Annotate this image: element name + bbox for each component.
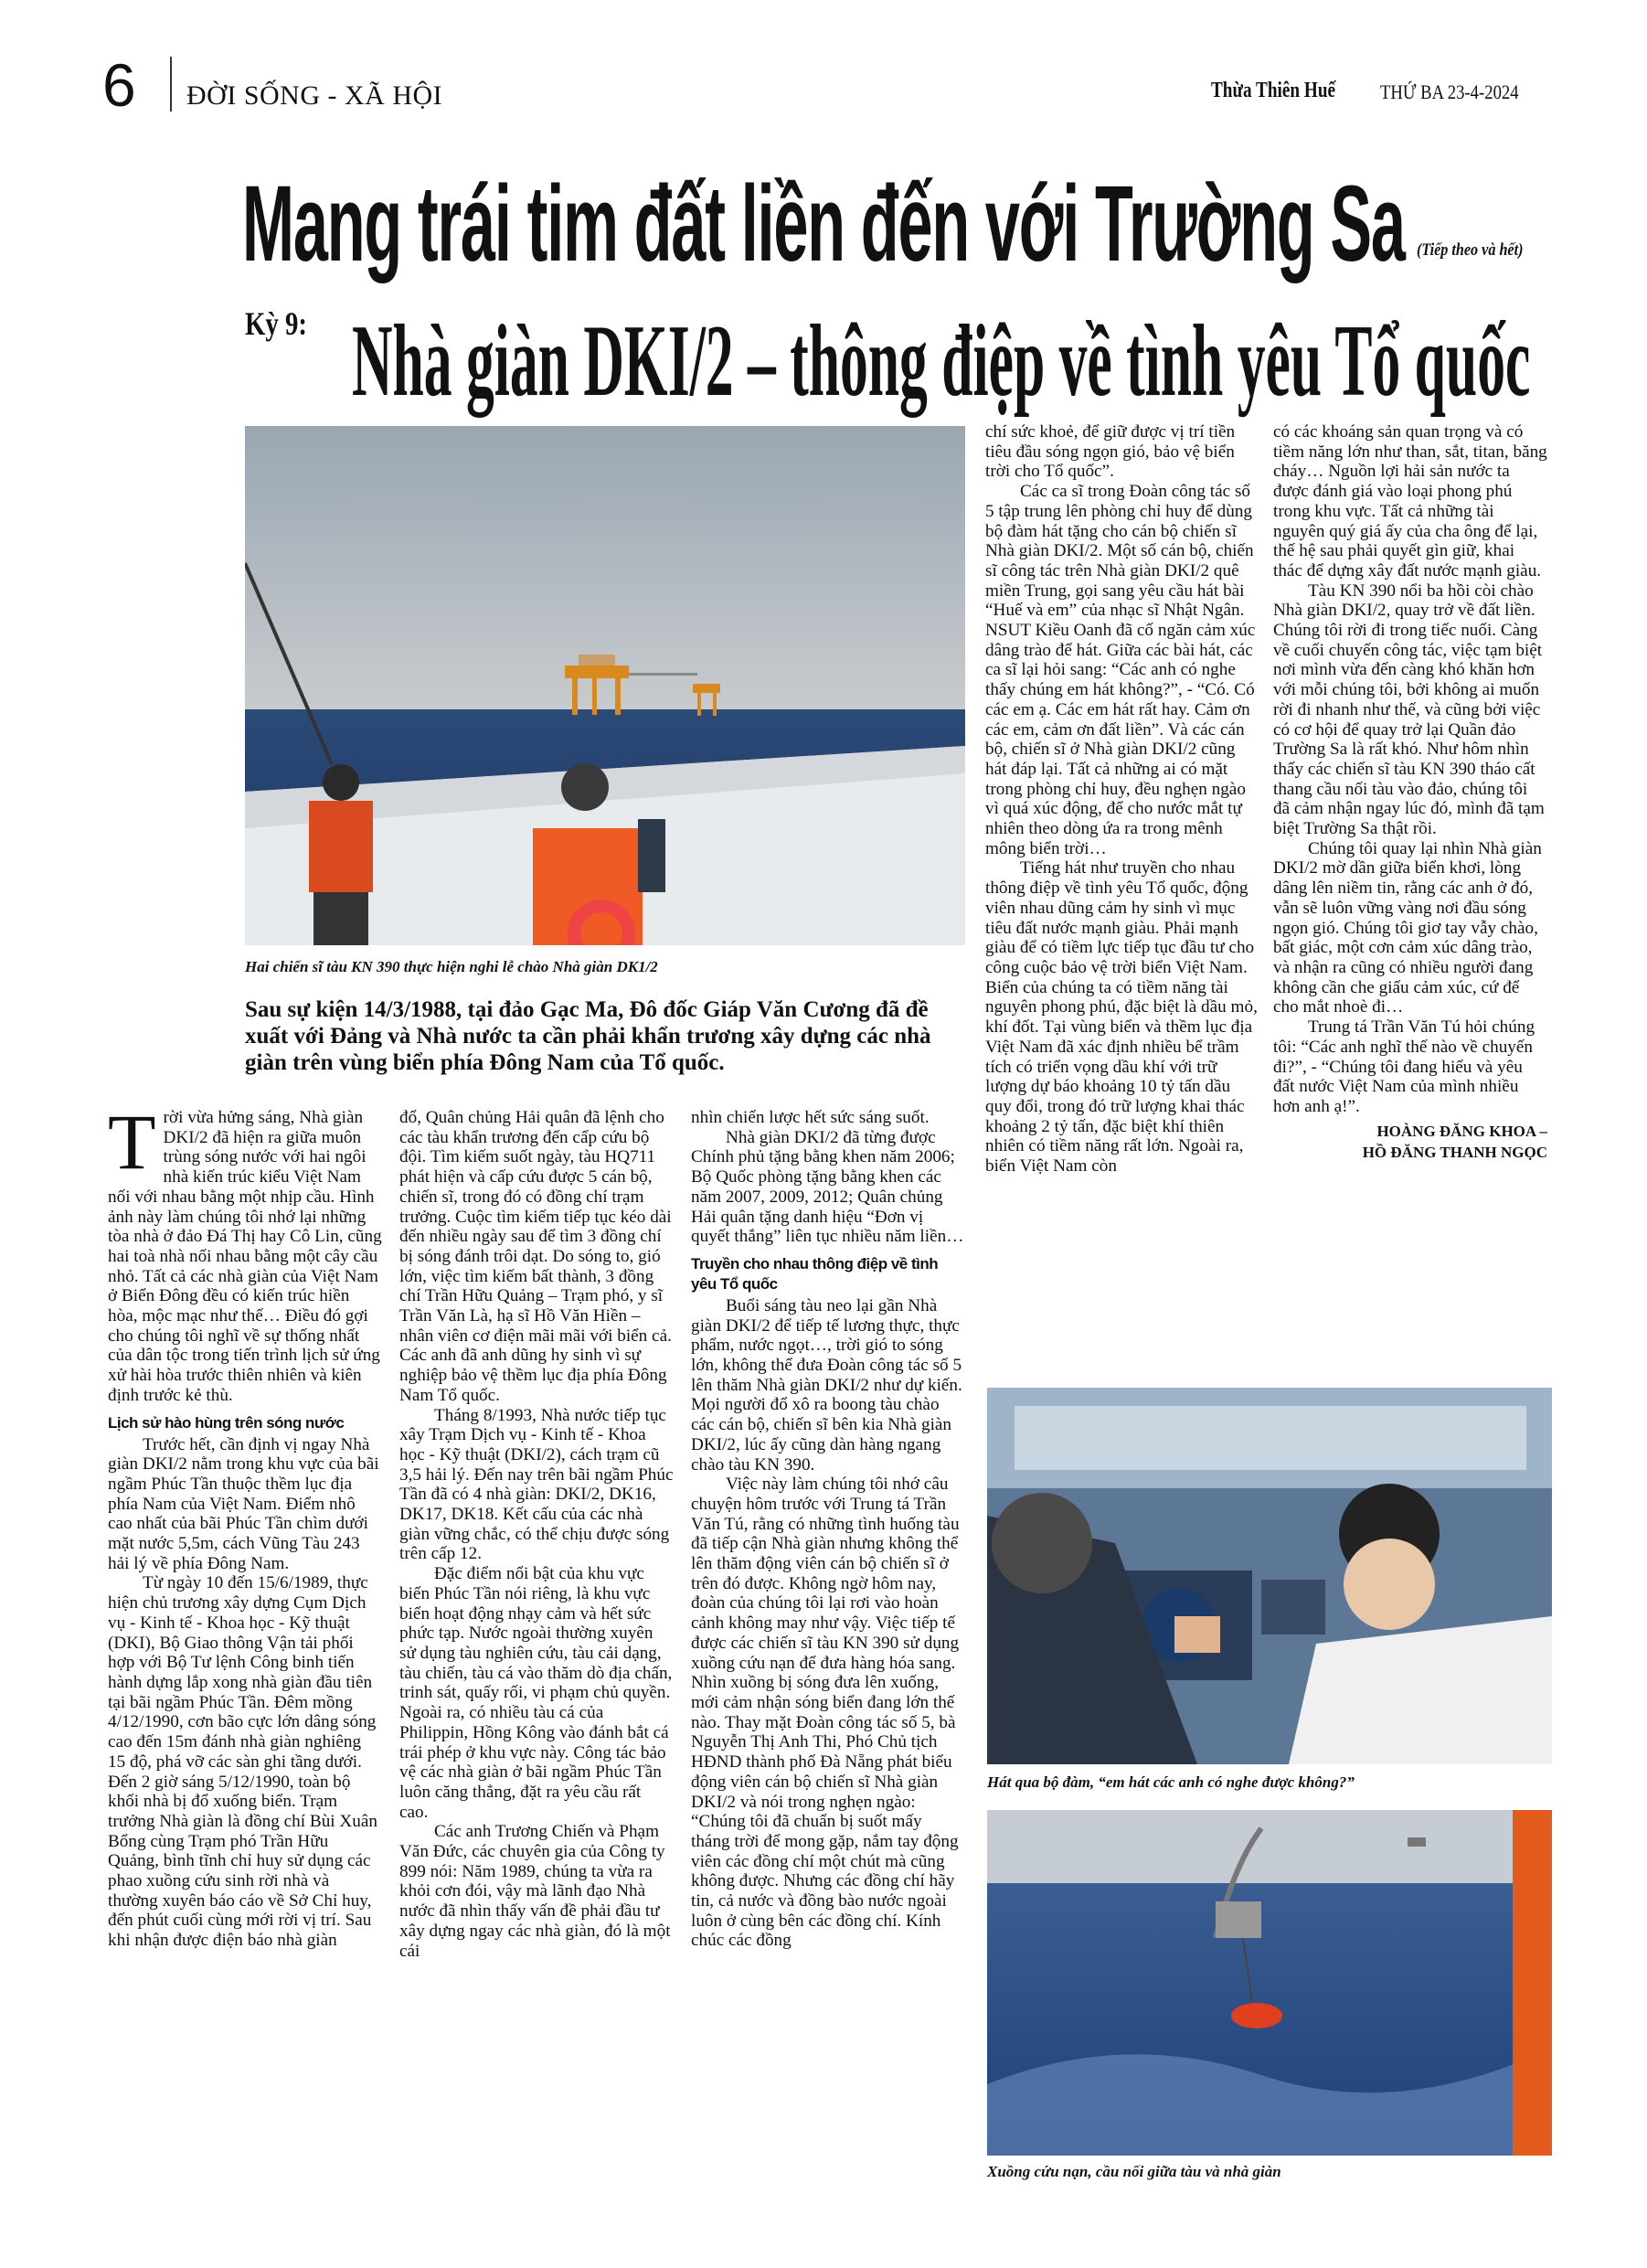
subheading: Lịch sử hào hùng trên sóng nước <box>108 1413 345 1432</box>
paragraph: Tàu KN 390 nổi ba hồi còi chào Nhà giàn DKI/2, quay trở về đất liền. Chúng tôi rời đi trong tiếc nuối. Càng về cuối chuyến công tác, việc tạm biệt nơi mình vừa đến càng khó khăn hơn với mỗi chúng tôi, bởi không ai muốn rời đi nhanh như thế, và cũng bởi việc có cơ hội để quay trở lại Quần đảo Trường Sa là rất khó. Như hôm nhìn thấy các chiến sĩ tàu KN 390 tháo cất thang cầu nối tàu vào đảo, chúng tôi đã cảm nhận ngay lúc đó, mình đã tạm biệt Trường Sa thật rồi. <box>1273 580 1545 839</box>
body-column-1 <box>108 1098 382 1951</box>
body-column-3 <box>691 1108 965 1951</box>
body-column-2 <box>399 1108 674 1961</box>
byline <box>1273 1121 1547 1163</box>
author-2: HỒ ĐĂNG THANH NGỌC <box>1362 1143 1547 1161</box>
paragraph: Nhà giàn DKI/2 đã từng được Chính phủ tặng bằng khen năm 2006; Bộ Quốc phòng tặng bằng khen các năm 2007, 2009, 2012; Quân chủng Hải quân tặng danh hiệu “Đơn vị quyết thắng” liên tục nhiều năm liền… <box>691 1127 964 1247</box>
header-divider <box>170 57 172 112</box>
episode-label: Kỳ 9: <box>245 305 307 342</box>
paragraph: Buổi sáng tàu neo lại gần Nhà giàn DKI/2 để tiếp tế lương thực, thực phẩm, nước ngọt…, trời gió to sóng lớn, không thể đưa Đoàn công tác số 5 lên thăm Nhà giàn DKI/2 như dự kiến. Mọi người đổ xô ra boong tàu chào các cán bộ, chiến sĩ bên kia Nhà giàn DKI/2, lúc ấy cũng dàn hàng ngang chào tàu KN 390. <box>691 1295 962 1475</box>
paragraph: Tiếng hát như truyền cho nhau thông điệp về tình yêu Tổ quốc, động viên nhau dũng cảm hy sinh vì mục tiêu đất nước mạnh giàu. Phải mạnh giàu để có tiềm lực tiếp tục đầu tư cho công cuộc bảo vệ trời biển Việt Nam. Biển của chúng ta có tiềm năng tài nguyên phong phú, đặc biệt là dầu mỏ, khí đốt. Tại vùng biển và thềm lục địa Việt Nam đã xác định nhiều bể trầm tích có triển vọng dầu khí với trữ lượng dự báo khoảng 10 tỷ tấn dầu quy đổi, trong đó trữ lượng khai thác khoảng 2 tỷ tấn, đặc biệt khí thiên nhiên có tiềm năng rất lớn. Ngoài ra, biển Việt Nam còn <box>985 858 1258 1177</box>
paragraph: Việc này làm chúng tôi nhớ câu chuyện hôm trước với Trung tá Trần Văn Tú, rằng có những tình huống tàu đã tiếp cận Nhà giàn nhưng không thể lên thăm động viên cán bộ chiến sĩ ở trên đó được. Không ngờ hôm nay, đoàn của chúng tôi lại rơi vào hoàn cảnh không may như vậy. Việc tiếp tế được các chiến sĩ tàu KN 390 sử dụng xuồng cứu nạn để đưa hàng hóa sang. Nhìn xuồng bị sóng đưa lên xuống, mới cảm nhận sóng biển đang lớn thế nào. Thay mặt Đoàn công tác số 5, bà Nguyễn Thị Anh Thi, Phó Chủ tịch HĐND thành phố Đà Nẵng phát biểu động viên cán bộ chiến sĩ Nhà giàn DKI/2 và nói trong nghẹn ngào: “Chúng tôi đã chuẩn bị suốt mấy tháng trời để mong gặp, nắm tay động viên các đồng chí một chút mà cũng không được. Nhưng các đồng chí hãy tin, cả nước và đồng bào nước ngoài luôn ở cùng bên các đồng chí. Kính chúc các đồng <box>691 1475 960 1951</box>
continued-note: (Tiếp theo và hết) <box>1417 240 1524 260</box>
photo-salute <box>245 426 965 945</box>
paragraph: Chúng tôi quay lại nhìn Nhà giàn DKI/2 mờ dần giữa biển khơi, lòng dâng lên niềm tin, rằng các anh ở đó, vẫn sẽ luôn vững vàng nơi đầu sóng ngọn gió. Chúng tôi giơ tay vẫy chào, bất giác, một cơn cảm xúc dâng trào, và nhận ra cũng có nhiều người đang không cần che giấu cảm xúc, cứ để cho mắt nhoè đi… <box>1273 838 1542 1017</box>
photo-caption: Hát qua bộ đàm, “em hát các anh có nghe được không?” <box>987 1773 1355 1791</box>
paragraph: Các ca sĩ trong Đoàn công tác số 5 tập trung lên phòng chỉ huy để dùng bộ đàm hát tặng cho cán bộ chiến sĩ Nhà giàn DKI/2. Một số cán bộ, chiến sĩ công tác trên Nhà giàn DKI/2 quê miền Trung, gọi sang yêu cầu hát bài “Huế và em” của nhạc sĩ Nhật Ngân. NSUT Kiều Oanh đã cố ngăn cảm xúc dâng trào để hát. Giữa các bài hát, các ca sĩ lại hỏi sang: “Các anh có nghe thấy chúng em hát không?”, - “Có. Có các em ạ. Các em hát rất hay. Cảm ơn các em, cảm ơn đất liền”. Và các cán bộ, chiến sĩ ở Nhà giàn DKI/2 cũng hát đáp lại. Tất cả những ai có mặt trong phòng chỉ huy, đều nghẹn ngào vì quá xúc động, để cho nước mắt tự nhiên theo dòng ứa ra trong mênh mông biển trời… <box>985 482 1256 858</box>
body-column-5 <box>1273 422 1547 1163</box>
drop-cap: T <box>108 1098 156 1186</box>
paragraph: rời vừa hửng sáng, Nhà giàn DKI/2 đã hiện ra giữa muôn trùng sóng nước với hai ngôi nhà kiến trúc kiểu Việt Nam nối với nhau bằng một nhịp cầu. Hình ảnh này làm chúng tôi nhớ lại những tòa nhà ở đảo Đá Thị hay Cô Lin, cũng hai toà nhà nối nhau bằng một cây cầu nhỏ. Tất cả các nhà giàn của Việt Nam ở Biển Đông đều có kiến trúc hiền hòa, mộc mạc như thế… Điều đó gợi cho chúng tôi nghĩ về sự thống nhất của dân tộc trong tiến trình lịch sử ứng xử hài hòa trước thiên nhiên và kiên định trước kẻ thù. <box>108 1108 382 1405</box>
article-title: Mang trái tim đất liền đến với Trường Sa <box>242 164 1405 284</box>
paragraph: Tháng 8/1993, Nhà nước tiếp tục xây Trạm Dịch vụ - Kinh tế - Khoa học - Kỹ thuật (DKI/2), cách trạm cũ 3,5 hải lý. Đến nay trên bãi ngầm Phúc Tần đã có 4 nhà giàn: DKI/2, DK16, DK17, DK18. Kết cấu của các nhà giàn vững chắc, có thể chịu được sóng trên cấp 12. <box>399 1405 674 1564</box>
newspaper-name: Thừa Thiên Huế <box>1211 79 1336 102</box>
issue-date: THỨ BA 23-4-2024 <box>1380 80 1519 103</box>
author-1: HOÀNG ĐĂNG KHOA – <box>1376 1122 1547 1140</box>
paragraph: chí sức khoẻ, để giữ được vị trí tiền tiêu đầu sóng ngọn gió, bảo vệ biển trời cho Tổ quốc”. <box>985 422 1236 482</box>
article-subtitle: Nhà giàn DKI/2 – thông điệp về tình yêu Tổ quốc <box>352 304 1531 418</box>
photo-caption: Xuồng cứu nạn, cầu nối giữa tàu và nhà giàn <box>987 2163 1281 2180</box>
paragraph: nhìn chiến lược hết sức sáng suốt. <box>691 1108 930 1127</box>
article-lead: Sau sự kiện 14/3/1988, tại đảo Gạc Ma, Đô đốc Giáp Văn Cương đã đề xuất với Đảng và Nhà nước ta cần phải khẩn trương xây dựng các nhà giàn trên vùng biển phía Đông Nam của Tổ quốc. <box>245 997 931 1075</box>
photo-caption: Hai chiến sĩ tàu KN 390 thực hiện nghi lễ chào Nhà giàn DK1/2 <box>245 958 658 975</box>
section-name: ĐỜI SỐNG - XÃ HỘI <box>186 80 443 111</box>
paragraph: đổ, Quân chủng Hải quân đã lệnh cho các tàu khẩn trương đến cấp cứu bộ đội. Tìm kiếm suốt ngày, tàu HQ711 phát hiện và cấp cứu được 5 cán bộ, chiến sĩ, trong đó có đồng chí trạm trưởng. Cuộc tìm kiếm tiếp tục kéo dài đến nhiều ngày sau để tìm 3 đồng chí bị sóng đánh trôi dạt. Do sóng to, gió lớn, việc tìm kiếm bất thành, 3 đồng chí Trần Hữu Quảng – Trạm phó, y sĩ Trần Văn Là, hạ sĩ Hồ Văn Hiền – nhân viên cơ điện mãi mãi với biển cả. Các anh đã anh dũng hy sinh vì sự nghiệp bảo vệ thềm lục địa phía Đông Nam Tổ quốc. <box>399 1108 672 1405</box>
body-column-4 <box>985 422 1259 1177</box>
page-number: 6 <box>102 51 136 119</box>
paragraph: Từ ngày 10 đến 15/6/1989, thực hiện chủ trương xây dựng Cụm Dịch vụ - Kinh tế - Khoa học - Kỹ thuật (DKI), Bộ Giao thông Vận tải phối hợp với Bộ Tư lệnh Công binh tiến hành dựng lắp xong nhà giàn đầu tiên tại bãi ngầm Phúc Tần. Đêm mồng 4/12/1990, cơn bão cực lớn dâng sóng cao đến 15m đánh nhà giàn nghiêng 15 độ, phá vỡ các sàn ghi tầng dưới. Đến 2 giờ sáng 5/12/1990, toàn bộ khối nhà bị đổ xuống biển. Trạm trưởng Nhà giàn là đồng chí Bùi Xuân Bổng cùng Trạm phó Trần Hữu Quảng, bình tĩnh chỉ huy sử dụng các phao xuồng cứu sinh rời nhà và thường xuyên báo cáo về Sở Chỉ huy, đến phút cuối cùng mới rời vị trí. Sau khi nhận được điện báo nhà giàn <box>108 1573 377 1951</box>
paragraph: Đặc điểm nổi bật của khu vực biển Phúc Tần nói riêng, là khu vực biển hoạt động nhạy cảm và hết sức phức tạp. Nước ngoài thường xuyên sử dụng tàu nghiên cứu, tàu cải dạng, tàu chiến, tàu cá vào thăm dò địa chấn, trinh sát, quấy rối, vi phạm chủ quyền. Ngoài ra, có nhiều tàu cá của Philippin, Hồng Kông vào đánh bắt cá trái phép ở khu vực này. Công tác bảo vệ các nhà giàn ở bãi ngầm Phúc Tần luôn căng thẳng, đặt ra yêu cầu rất cao. <box>399 1564 673 1822</box>
paragraph: có các khoáng sản quan trọng và có tiềm năng lớn như than, sắt, titan, băng cháy… Nguồn lợi hải sản nước ta được đánh giá vào loại phong phú trong khu vực. Tất cả những tài nguyên quý giá ấy của cha ông để lại, thế hệ sau phải quyết gìn giữ, khai thác để dựng xây đất nước mạnh giàu. <box>1273 422 1547 580</box>
paragraph: Trung tá Trần Văn Tú hỏi chúng tôi: “Các anh nghĩ thế nào về chuyến đi?”, - “Chúng tôi đang hiểu và yêu đất nước Việt Nam của mình nhiều hơn anh ạ!”. <box>1273 1017 1535 1116</box>
paragraph: Các anh Trương Chiến và Phạm Văn Đức, các chuyên gia của Công ty 899 nói: Năm 1989, chúng ta vừa ra khỏi cơn đói, vậy mà lãnh đạo Nhà nước đã nhìn thấy vấn đề phải đầu tư xây dựng ngay các nhà giàn, đó là một cái <box>399 1822 671 1961</box>
photo-rescue-boat <box>987 1810 1552 2156</box>
photo-radio-bridge <box>987 1388 1552 1764</box>
paragraph: Trước hết, cần định vị ngay Nhà giàn DKI/2 nằm trong khu vực của bãi ngầm Phúc Tần thuộc thềm lục địa phía Nam của Việt Nam. Điểm nhô cao nhất của bãi Phúc Tần chìm dưới mặt nước 5,5m, cách Vũng Tàu 243 hải lý về phía Đông Nam. <box>108 1434 379 1573</box>
subheading: Truyền cho nhau thông điệp về tình yêu Tổ quốc <box>691 1254 939 1293</box>
